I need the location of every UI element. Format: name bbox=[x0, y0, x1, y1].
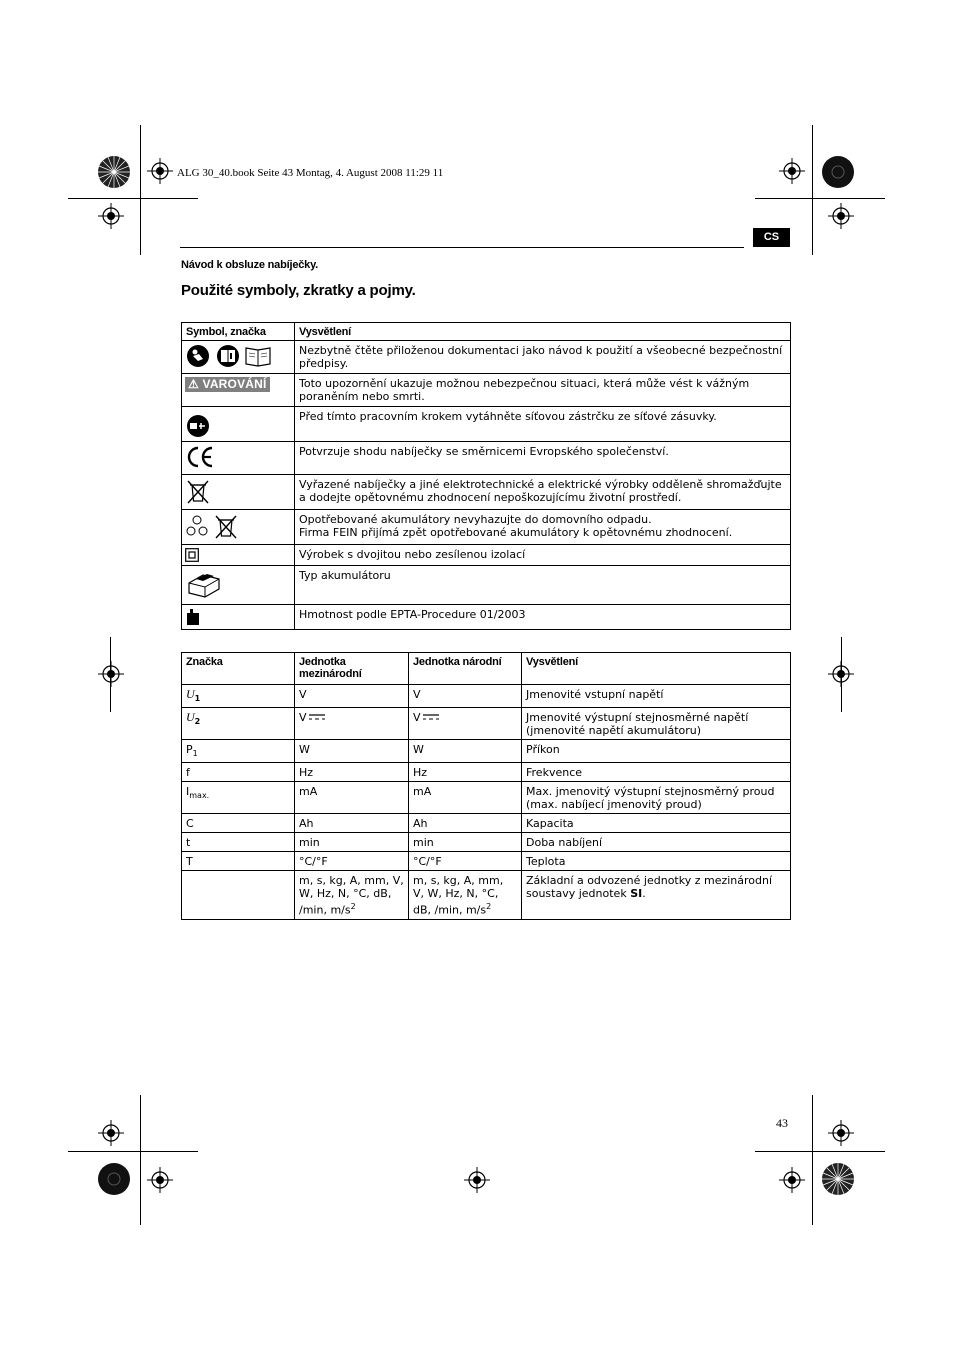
description-cell: Frekvence bbox=[522, 763, 791, 782]
symbol-cell bbox=[182, 374, 295, 407]
registration-target-icon bbox=[828, 661, 854, 687]
table-header-row bbox=[182, 323, 791, 341]
weee-bin-icon bbox=[185, 478, 211, 506]
natl-unit-cell bbox=[409, 708, 522, 740]
table-row bbox=[182, 740, 791, 763]
unit-symbol: I bbox=[186, 785, 190, 799]
open-book-icon bbox=[244, 344, 272, 368]
ce-mark-icon bbox=[185, 445, 215, 469]
intl-unit-cell: °C/°F bbox=[295, 852, 409, 871]
description-cell: Jmenovité vstupní napětí bbox=[522, 685, 791, 708]
symbols-table bbox=[181, 322, 791, 630]
symbol-cell: C bbox=[182, 814, 295, 833]
warning-badge: ⚠ VAROVÁNÍ bbox=[185, 377, 270, 392]
table-row bbox=[182, 510, 791, 545]
description-cell: Teplota bbox=[522, 852, 791, 871]
symbol-cell bbox=[182, 740, 295, 763]
read-manual-person-icon bbox=[185, 344, 211, 368]
symbol-cell bbox=[182, 510, 295, 545]
registration-target-icon bbox=[98, 203, 124, 229]
registration-target-icon bbox=[828, 203, 854, 229]
description-cell bbox=[522, 871, 791, 920]
table-row bbox=[182, 566, 791, 605]
registration-target-icon bbox=[98, 1120, 124, 1146]
symbol-cell bbox=[182, 708, 295, 740]
description-cell: Kapacita bbox=[522, 814, 791, 833]
column-header: Jednotka mezinárodní bbox=[295, 653, 409, 685]
unit-symbol-sub: 2 bbox=[194, 717, 201, 727]
table-header-row bbox=[182, 653, 791, 685]
symbol-cell bbox=[182, 605, 295, 630]
intl-unit-cell: Hz bbox=[295, 763, 409, 782]
explanation-cell: Toto upozornění ukazuje možnou nebezpečnou situaci, která může vést k vážným poraněním nebo smrti. bbox=[295, 374, 791, 407]
book-info: ALG 30_40.book Seite 43 Montag, 4. August 2008 11:29 11 bbox=[177, 167, 444, 179]
table-row bbox=[182, 814, 791, 833]
intl-unit-cell: mA bbox=[295, 782, 409, 814]
symbol-cell bbox=[182, 442, 295, 475]
section-title: Použité symboly, zkratky a pojmy. bbox=[181, 282, 416, 299]
natl-unit-cell: Hz bbox=[409, 763, 522, 782]
language-tab: CS bbox=[753, 228, 790, 247]
symbol-cell bbox=[182, 475, 295, 510]
explanation-cell: Nezbytně čtěte přiloženou dokumentaci jako návod k použití a všeobecné bezpečnostní předpisy. bbox=[295, 341, 791, 374]
symbol-cell bbox=[182, 685, 295, 708]
column-header: Vysvětlení bbox=[295, 323, 791, 341]
unplug-icon bbox=[185, 414, 211, 438]
table-row bbox=[182, 685, 791, 708]
table-row bbox=[182, 407, 791, 442]
table-row bbox=[182, 708, 791, 740]
unit-symbol-sub: max. bbox=[189, 791, 210, 801]
description-cell: Doba nabíjení bbox=[522, 833, 791, 852]
table-row bbox=[182, 852, 791, 871]
battery-bin-crossed-icon bbox=[213, 513, 239, 541]
starburst-wheel-icon bbox=[97, 1162, 131, 1196]
symbol-cell bbox=[182, 341, 295, 374]
unit-symbol: P bbox=[186, 743, 193, 757]
registration-target-icon bbox=[779, 1167, 805, 1193]
intl-unit-cell: W bbox=[295, 740, 409, 763]
registration-target-icon bbox=[779, 158, 805, 184]
description-cell: Příkon bbox=[522, 740, 791, 763]
explanation-line: Opotřebované akumulátory nevyhazujte do domovního odpadu. bbox=[299, 513, 652, 526]
symbol-cell bbox=[182, 545, 295, 566]
symbol-cell bbox=[182, 407, 295, 442]
registration-target-icon bbox=[464, 1167, 490, 1193]
symbol-cell: f bbox=[182, 763, 295, 782]
dc-symbol-icon bbox=[308, 713, 326, 721]
intl-unit-cell: min bbox=[295, 833, 409, 852]
unit-text: V bbox=[413, 711, 421, 725]
table-row bbox=[182, 442, 791, 475]
table-row bbox=[182, 545, 791, 566]
table-row bbox=[182, 833, 791, 852]
unit-text: V bbox=[299, 711, 307, 725]
description-period: . bbox=[642, 887, 646, 901]
column-header: Vysvětlení bbox=[522, 653, 791, 685]
unit-list: m, s, kg, A, mm, V, W, Hz, N, °C, dB, /min, m/s bbox=[299, 874, 404, 918]
registration-target-icon bbox=[98, 661, 124, 687]
explanation-cell: Před tímto pracovním krokem vytáhněte síťovou zástrčku ze síťové zásuvky. bbox=[295, 407, 791, 442]
explanation-cell: Vyřazené nabíječky a jiné elektrotechnické a elektrické výrobky odděleně shromažďujte a dodejte opětovnému zhodnocení nepoškozujícímu životní prostředí. bbox=[295, 475, 791, 510]
explanation-line: Firma FEIN přijímá zpět opotřebované akumulátory k opětovnému zhodnocení. bbox=[299, 526, 733, 539]
unit-symbol-sub: 1 bbox=[194, 694, 201, 704]
units-table bbox=[181, 652, 791, 920]
unit-symbol-sub: 1 bbox=[192, 749, 198, 759]
natl-unit-cell: min bbox=[409, 833, 522, 852]
table-row bbox=[182, 374, 791, 407]
table-row bbox=[182, 871, 791, 920]
unit-symbol: U bbox=[186, 687, 195, 701]
description-text: Základní a odvozené jednotky z mezinárodní soustavy jednotek bbox=[526, 874, 773, 901]
battery-pack-icon bbox=[185, 569, 223, 601]
section-subtitle: Návod k obsluze nabíječky. bbox=[181, 259, 319, 271]
symbol-cell bbox=[182, 782, 295, 814]
explanation-cell bbox=[295, 510, 791, 545]
table-row bbox=[182, 782, 791, 814]
registration-target-icon bbox=[828, 1120, 854, 1146]
dc-symbol-icon bbox=[422, 713, 440, 721]
explanation-cell: Typ akumulátoru bbox=[295, 566, 791, 605]
table-row bbox=[182, 341, 791, 374]
column-header: Symbol, značka bbox=[182, 323, 295, 341]
column-header: Značka bbox=[182, 653, 295, 685]
unit-list: m, s, kg, A, mm, V, W, Hz, N, °C, dB, /min, m/s bbox=[413, 874, 504, 918]
recycle-icon bbox=[185, 514, 209, 540]
weight-icon bbox=[185, 608, 201, 626]
explanation-cell: Hmotnost podle EPTA-Procedure 01/2003 bbox=[295, 605, 791, 630]
info-book-icon bbox=[215, 344, 241, 368]
unit-symbol: U bbox=[186, 710, 195, 725]
starburst-wheel-icon bbox=[821, 1162, 855, 1196]
table-row bbox=[182, 763, 791, 782]
symbol-cell: T bbox=[182, 852, 295, 871]
symbol-cell bbox=[182, 871, 295, 920]
unit-sup: 2 bbox=[486, 902, 492, 912]
page-number: 43 bbox=[776, 1116, 788, 1130]
intl-unit-cell: V bbox=[295, 685, 409, 708]
table-row bbox=[182, 475, 791, 510]
natl-unit-cell: V bbox=[409, 685, 522, 708]
intl-unit-cell: Ah bbox=[295, 814, 409, 833]
symbol-cell bbox=[182, 566, 295, 605]
natl-unit-cell: °C/°F bbox=[409, 852, 522, 871]
natl-unit-cell bbox=[409, 871, 522, 920]
intl-unit-cell bbox=[295, 871, 409, 920]
explanation-cell: Výrobek s dvojitou nebo zesílenou izolací bbox=[295, 545, 791, 566]
column-header: Jednotka národní bbox=[409, 653, 522, 685]
registration-target-icon bbox=[147, 158, 173, 184]
starburst-wheel-icon bbox=[97, 155, 131, 189]
explanation-cell: Potvrzuje shodu nabíječky se směrnicemi Evropského společenství. bbox=[295, 442, 791, 475]
registration-target-icon bbox=[147, 1167, 173, 1193]
header-rule bbox=[180, 247, 744, 248]
natl-unit-cell: mA bbox=[409, 782, 522, 814]
description-cell: Jmenovité výstupní stejnosměrné napětí (jmenovité napětí akumulátoru) bbox=[522, 708, 791, 740]
intl-unit-cell bbox=[295, 708, 409, 740]
symbol-cell: t bbox=[182, 833, 295, 852]
double-insulation-icon bbox=[185, 548, 199, 562]
table-row bbox=[182, 605, 791, 630]
natl-unit-cell: Ah bbox=[409, 814, 522, 833]
unit-sup: 2 bbox=[350, 902, 356, 912]
starburst-wheel-icon bbox=[821, 155, 855, 189]
natl-unit-cell: W bbox=[409, 740, 522, 763]
si-label: SI bbox=[630, 887, 643, 901]
description-cell: Max. jmenovitý výstupní stejnosměrný proud (max. nabíjecí jmenovitý proud) bbox=[522, 782, 791, 814]
warning-label: VAROVÁNÍ bbox=[202, 377, 267, 391]
